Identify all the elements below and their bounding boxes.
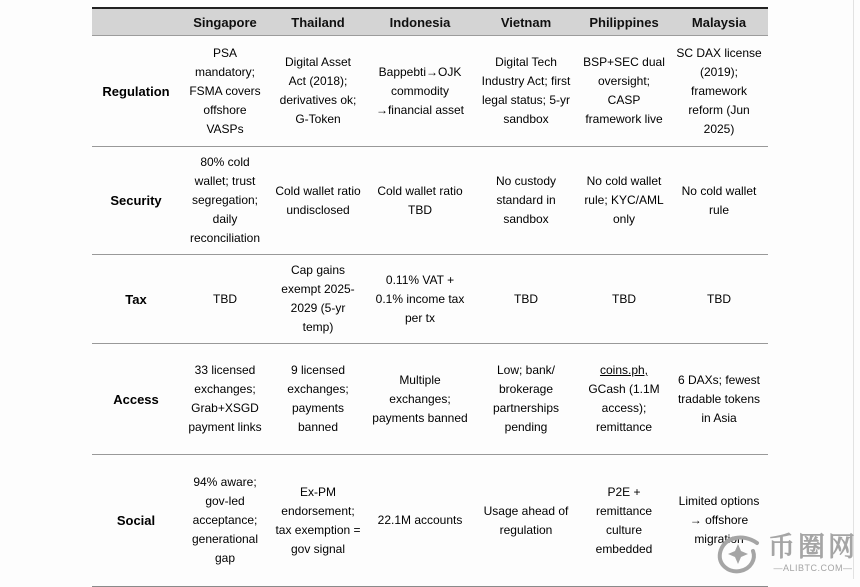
table-row-regulation xyxy=(92,36,768,147)
cell-access-indonesia: Multiple exchanges; payments banned xyxy=(372,372,468,425)
column-header-philippines: Philippines xyxy=(589,14,659,30)
cell-security-singapore: 80% cold wallet; trust segregation; daily reconciliation xyxy=(189,155,261,245)
cell-access-thailand: 9 licensed exchanges; payments banned xyxy=(287,363,349,434)
cell-tax-vietnam: TBD xyxy=(514,291,538,306)
row-label-tax: Tax xyxy=(125,291,147,307)
table-row-access xyxy=(92,344,768,455)
table-header-row xyxy=(92,9,768,36)
cell-social-vietnam: Usage ahead of regulation xyxy=(483,503,569,537)
cell-social-singapore: 94% aware; gov-led acceptance; generational gap xyxy=(191,475,259,565)
cell-access-philippines xyxy=(578,355,670,443)
cell-tax-malaysia: TBD xyxy=(707,291,731,306)
cell-security-philippines: No cold wallet rule; KYC/AML only xyxy=(584,174,664,226)
watermark-site-name: 币圈网 xyxy=(768,531,858,562)
cell-security-indonesia: Cold wallet ratio TBD xyxy=(377,183,463,217)
table-row-security xyxy=(92,147,768,255)
column-header-malaysia: Malaysia xyxy=(691,14,747,30)
cell-social-philippines: P2E + remittance culture embedded xyxy=(595,484,653,556)
page-right-edge xyxy=(853,0,854,579)
cell-security-vietnam: No custody standard in sandbox xyxy=(495,174,557,226)
comparison-table xyxy=(92,7,768,587)
watermark xyxy=(713,529,858,577)
cell-social-malaysia: Limited options → offshore migration xyxy=(678,494,760,546)
table-row-social xyxy=(92,455,768,587)
column-header-vietnam: Vietnam xyxy=(500,14,552,30)
cell-regulation-vietnam: Digital Tech Industry Act; first legal status; 5-yr sandbox xyxy=(481,55,571,126)
row-label-social: Social xyxy=(116,513,156,528)
cell-social-indonesia: 22.1M accounts xyxy=(377,513,463,527)
watermark-text-block xyxy=(768,531,858,573)
coins-ph-rest: GCash (1.1M access); remittance xyxy=(588,382,660,434)
row-label-regulation: Regulation xyxy=(102,83,170,99)
table-row-tax xyxy=(92,255,768,344)
cell-access-malaysia: 6 DAXs; fewest tradable tokens in Asia xyxy=(677,372,761,425)
watermark-swirl-icon xyxy=(713,529,763,577)
cell-tax-philippines: TBD xyxy=(612,291,636,306)
cell-regulation-singapore: PSA mandatory; FSMA covers offshore VASPs xyxy=(189,45,261,136)
cell-regulation-philippines: BSP+SEC dual oversight; CASP framework live xyxy=(583,55,665,126)
cell-regulation-thailand: Digital Asset Act (2018); derivatives ok; G-Token xyxy=(279,55,357,126)
cell-tax-singapore: TBD xyxy=(213,291,237,306)
row-label-access: Access xyxy=(113,391,159,407)
column-header-thailand: Thailand xyxy=(291,14,345,30)
coins-ph-link[interactable]: coins.ph, xyxy=(599,363,649,377)
column-header-singapore: Singapore xyxy=(193,14,257,30)
cell-regulation-indonesia: Bappebti→OJK commodity →financial asset xyxy=(375,64,465,117)
cell-security-malaysia: No cold wallet rule xyxy=(681,183,757,217)
cell-security-thailand: Cold wallet ratio undisclosed xyxy=(275,183,361,217)
cell-access-singapore: 33 licensed exchanges; Grab+XSGD payment links xyxy=(188,363,262,434)
cell-regulation-malaysia: SC DAX license (2019); framework reform (Jun 2025) xyxy=(676,45,762,136)
cell-tax-indonesia: 0.11% VAT + 0.1% income tax per tx xyxy=(375,272,465,325)
row-label-security: Security xyxy=(110,193,162,208)
cell-access-vietnam: Low; bank/ brokerage partnerships pending xyxy=(492,363,560,434)
watermark-domain: —ALIBTC.COM— xyxy=(773,562,853,573)
cell-tax-thailand: Cap gains exempt 2025-2029 (5-yr temp) xyxy=(281,263,355,334)
cell-social-thailand: Ex-PM endorsement; tax exemption = gov signal xyxy=(275,484,361,556)
column-header-indonesia: Indonesia xyxy=(389,14,451,30)
